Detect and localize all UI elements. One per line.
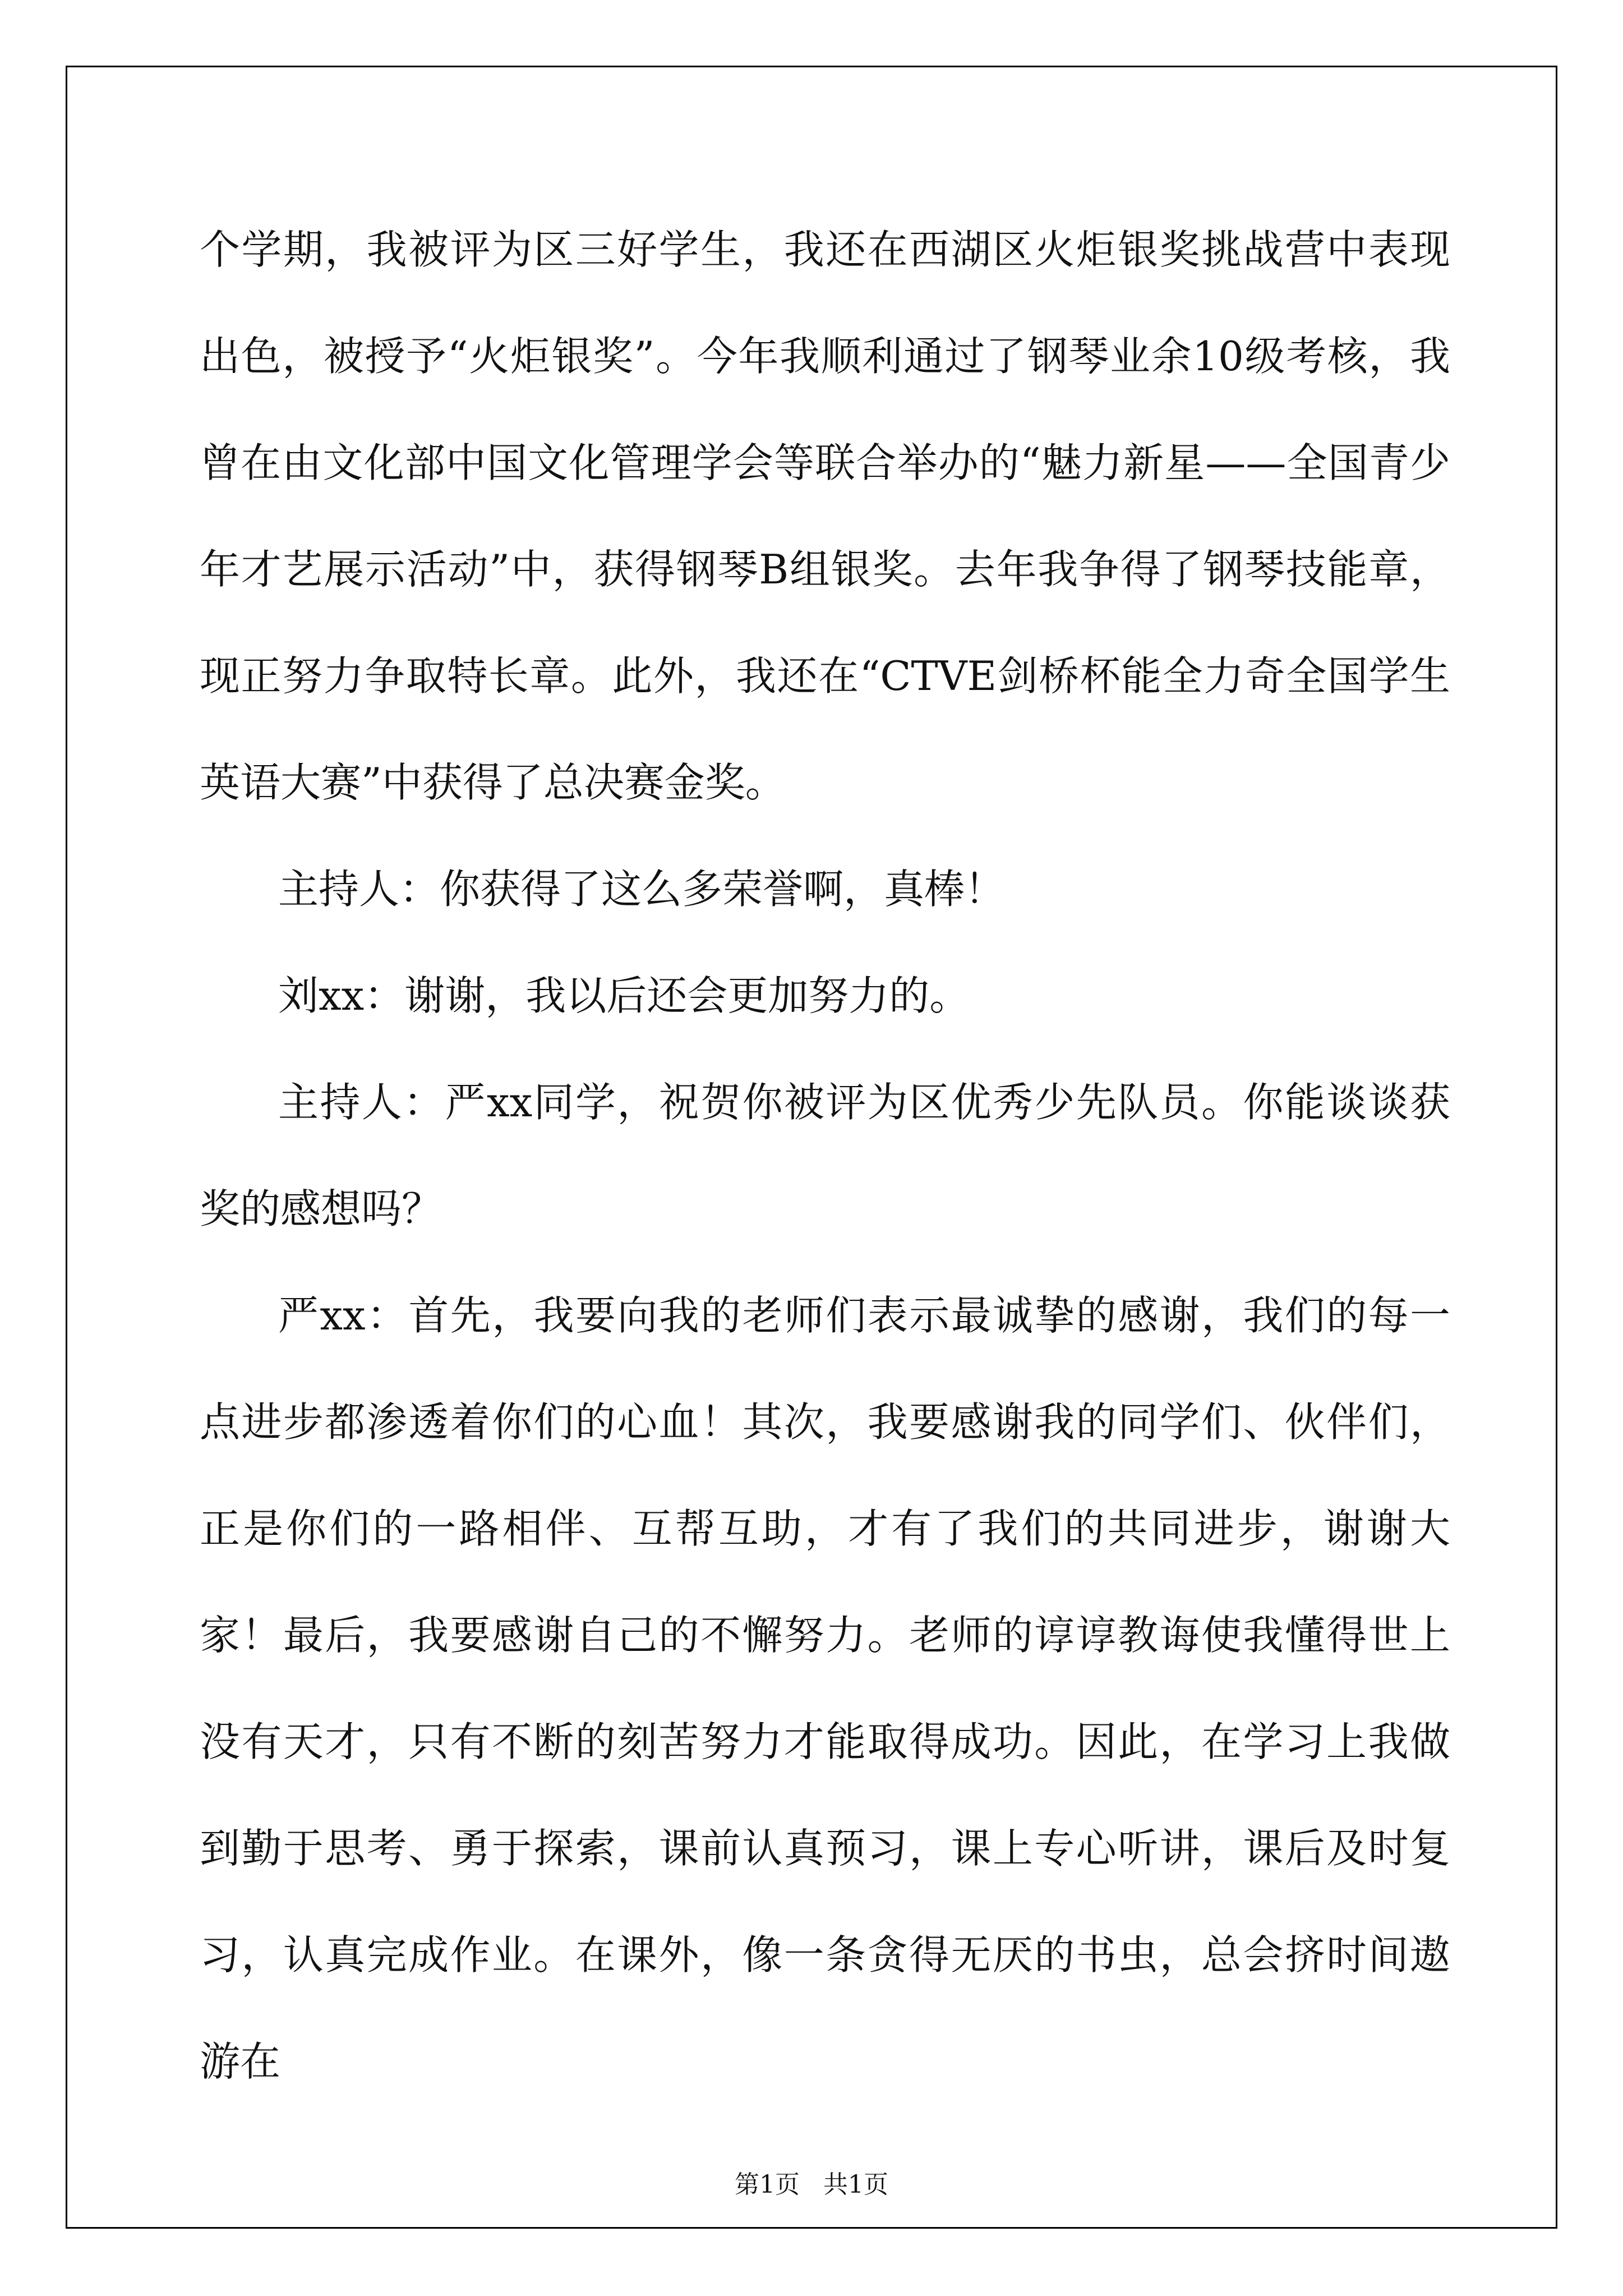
page-footer: 第1页 共1页	[735, 2170, 888, 2199]
paragraph-host-question: 主持人：严xx同学，祝贺你被评为区优秀少先队员。你能谈谈获奖的感想吗？	[200, 1079, 1450, 1232]
document-body	[200, 196, 1450, 2115]
paragraph-host-praise: 主持人：你获得了这么多荣誉啊，真棒！	[278, 866, 1006, 913]
paragraph-liu-reply: 刘xx：谢谢，我以后还会更加努力的。	[278, 972, 970, 1019]
paragraph-yan-reply: 严xx：首先，我要向我的老师们表示最诚挚的感谢，我们的每一点进步都渗透着你们的心血！其次，我要感谢我的同学们、伙伴们，正是你们的一路相伴、互帮互助，才有了我们的共同进步，谢谢大家！最后，我要感谢自己的不懈努力。老师的谆谆教诲使我懂得世上没有天才，只有不断的刻苦努力才能取得成功。因此，在学习上我做到勤于思考、勇于探索，课前认真预习，课上专心听讲，课后及时复习，认真完成作业。在课外，像一条贪得无厌的书虫，总会挤时间遨游在	[200, 1292, 1450, 2085]
paragraph-awards: 个学期，我被评为区三好学生，我还在西湖区火炬银奖挑战营中表现出色，被授予“火炬银奖”。今年我顺利通过了钢琴业余10级考核，我曾在由文化部中国文化管理学会等联合举办的“魅力新星——全国青少年才艺展示活动”中，获得钢琴B组银奖。去年我争得了钢琴技能章，现正努力争取特长章。此外，我还在“CTVE剑桥杯能全力奇全国学生英语大赛”中获得了总决赛金奖。	[200, 226, 1450, 806]
